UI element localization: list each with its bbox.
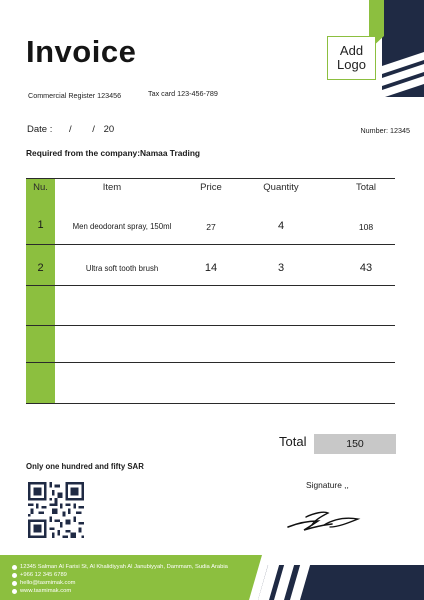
row-1-item: Men deodorant spray, 150ml <box>72 222 172 231</box>
qr-code <box>28 482 84 538</box>
date-separator-1: / <box>69 124 72 135</box>
date-year: 20 <box>103 124 115 135</box>
header-total: Total <box>355 182 377 193</box>
footer-website <box>12 588 71 594</box>
row-1-price: 27 <box>206 222 216 232</box>
date-field <box>27 124 114 135</box>
footer-phone <box>12 572 67 578</box>
header-quantity: Quantity <box>263 182 299 193</box>
footer-address <box>12 564 228 570</box>
row-1-total: 108 <box>358 222 374 232</box>
header-item: Item <box>102 182 122 193</box>
signature-label: Signature ,, <box>306 480 349 490</box>
total-label: Total <box>279 434 307 449</box>
row-2-quantity: 3 <box>277 262 285 274</box>
footer-email-text: hello@tasmimak.com <box>20 580 76 586</box>
row-2-nu: 2 <box>37 262 44 274</box>
header-price: Price <box>200 182 222 193</box>
number-column-highlight <box>26 178 55 404</box>
row-1-quantity: 4 <box>277 220 285 232</box>
row-2-price: 14 <box>204 262 218 274</box>
row-2-item: Ultra soft tooth brush <box>85 264 159 273</box>
phone-icon <box>12 573 17 578</box>
table-line-row-2 <box>26 285 395 286</box>
tax-card: Tax card 123-456-789 <box>148 89 218 98</box>
footer-website-text: www.tasmimak.com <box>20 588 72 594</box>
invoice-table <box>26 178 395 404</box>
email-icon <box>12 581 17 586</box>
logo-line-1: Add <box>339 43 364 58</box>
logo-line-2: Logo <box>337 57 366 72</box>
total-value: 150 <box>314 434 396 454</box>
header-nu: Nu. <box>33 182 48 193</box>
table-line-row-1 <box>26 244 395 245</box>
row-1-nu: 1 <box>37 219 44 231</box>
table-line-row-4 <box>26 362 395 363</box>
page-title: Invoice <box>26 34 137 69</box>
logo-placeholder <box>327 36 376 80</box>
table-line-top <box>26 178 395 179</box>
location-icon <box>12 565 17 570</box>
globe-icon <box>12 589 17 594</box>
footer-address-text: 12345 Salman Al Farisi St, Al Khalidiyyah Al Janubiyyah, Dammam, Sudia Arabia <box>20 564 228 570</box>
date-separator-2: / <box>92 124 95 135</box>
date-label: Date : <box>27 124 53 135</box>
footer-email <box>12 580 76 586</box>
footer-phone-text: +966 12 345 6789 <box>20 572 67 578</box>
table-line-row-3 <box>26 325 395 326</box>
table-line-bottom <box>26 403 395 404</box>
invoice-number: Number: 12345 <box>360 126 410 135</box>
amount-in-words: Only one hundred and fifty SAR <box>26 462 144 471</box>
signature-scribble <box>284 505 364 533</box>
commercial-register: Commercial Register 123456 <box>28 91 122 100</box>
required-from-company: Required from the company:Namaa Trading <box>26 148 201 158</box>
row-2-total: 43 <box>359 262 373 274</box>
